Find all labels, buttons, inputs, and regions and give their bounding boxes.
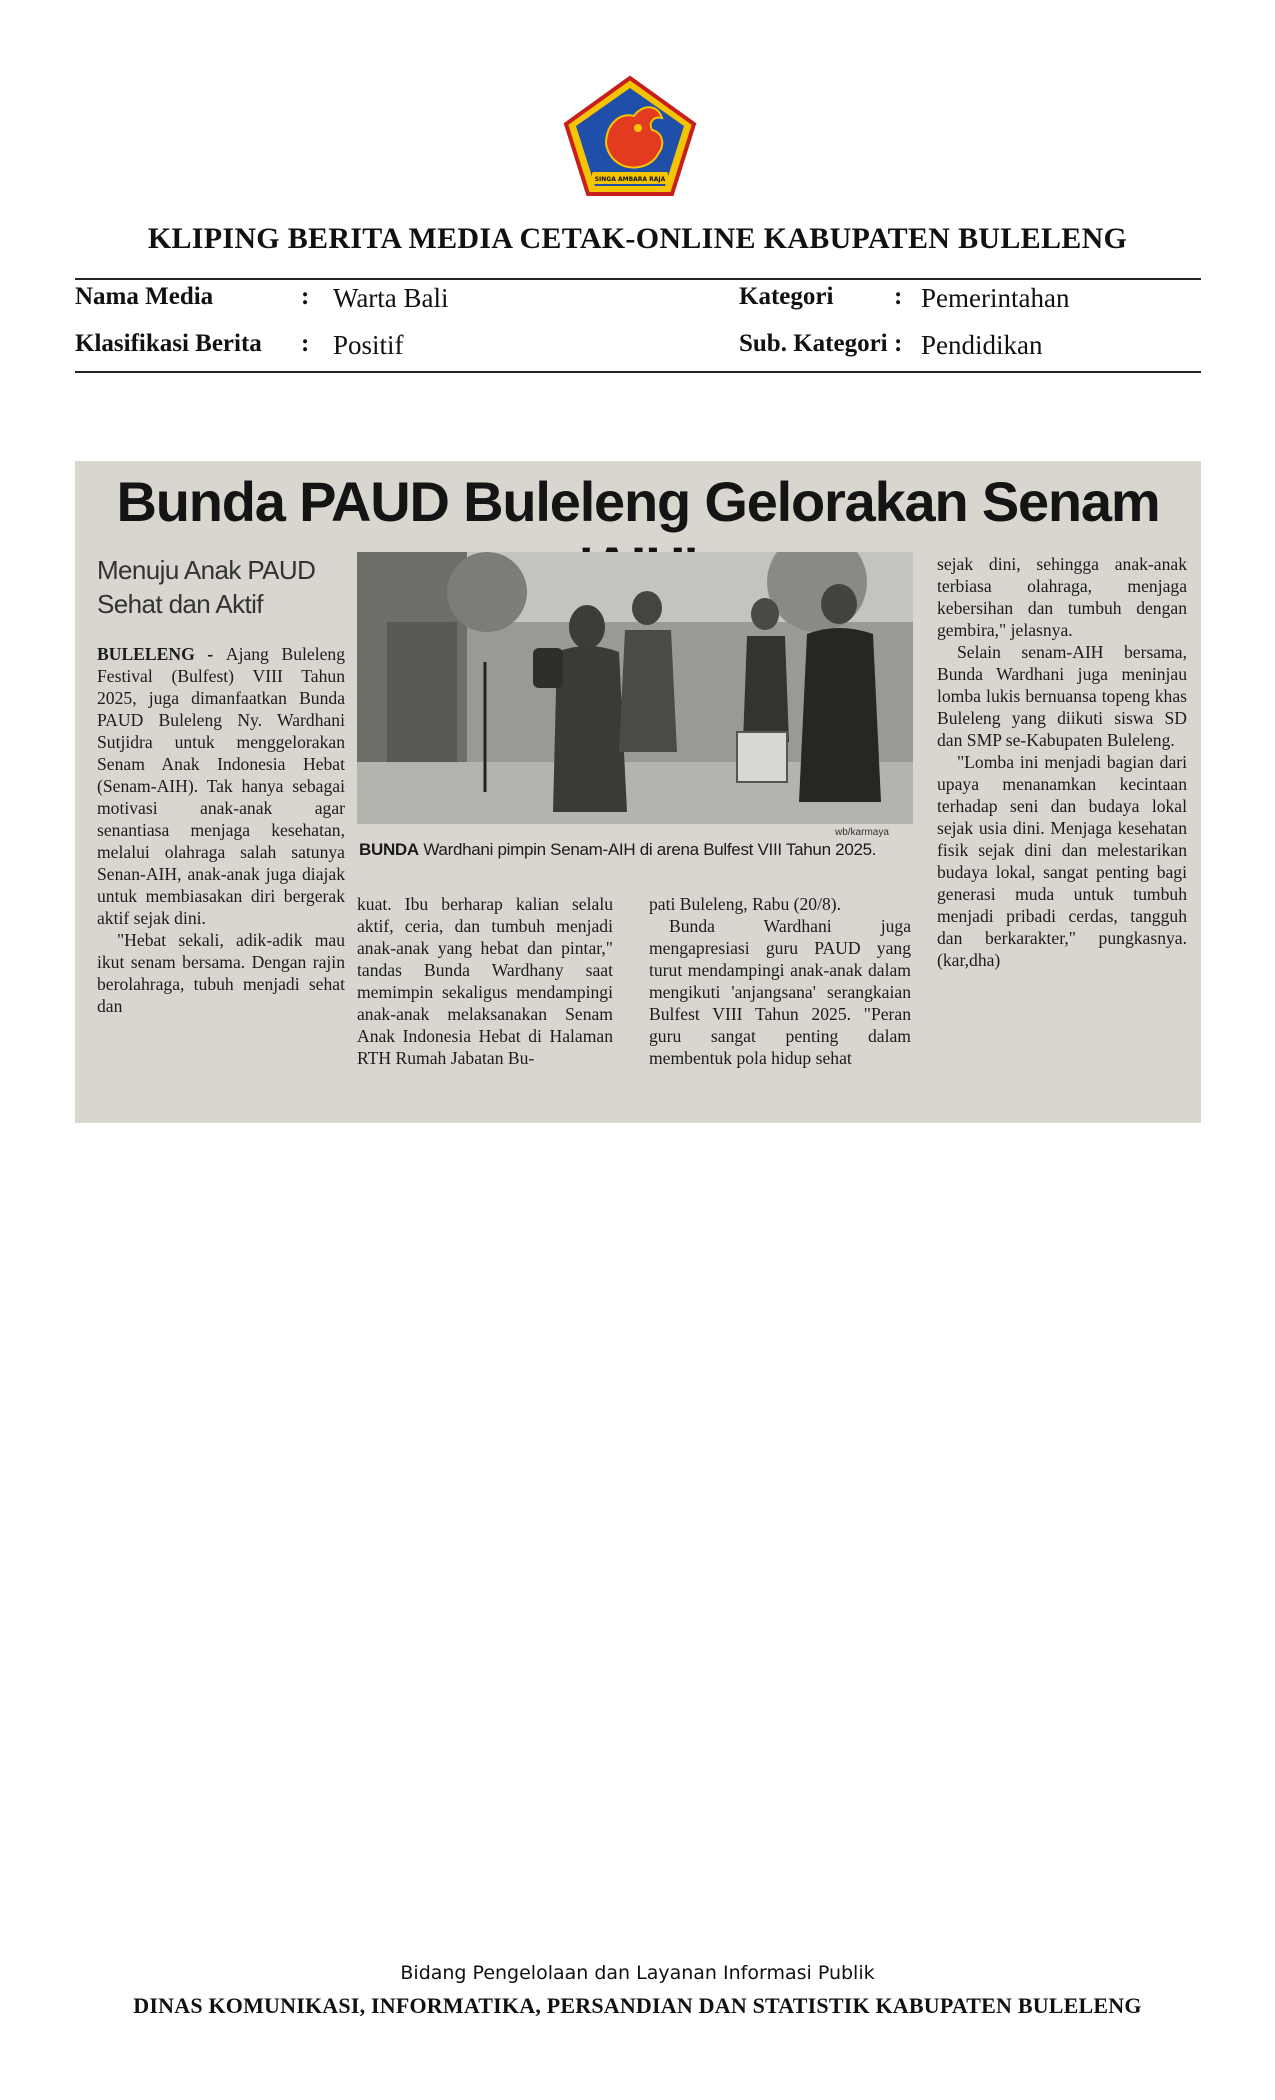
article-paragraph: kuat. Ibu berharap kalian selalu aktif, ceria, dan tumbuh menjadi anak-anak yang hebat dan pintar," tandas Bunda Wardhany saat memimpin sekaligus mendampingi anak-anak melaksanakan Senam Anak Indonesia Hebat di Halaman RTH Rumah Jabatan Bu-	[357, 894, 613, 1068]
photo-credit: wb/karmaya	[835, 827, 889, 838]
article-column-1	[97, 643, 345, 1017]
media-colon: :	[301, 283, 310, 310]
article-column-4	[937, 553, 1187, 971]
kabupaten-buleleng-emblem	[562, 74, 698, 198]
article-paragraph: pati Buleleng, Rabu (20/8).	[649, 894, 842, 914]
article-paragraph: "Lomba ini menjadi bagian dari upaya menanamkan kecintaan terhadap seni dan budaya lokal sejak usia dini. Menjaga kesehatan fisik sejak dini dan melestarikan budaya lokal, sangat penting bagi generasi muda untuk tumbuh menjadi pribadi cerdas, tangguh dan berkarakter," pungkasnya. (kar,dha)	[937, 752, 1187, 970]
article-paragraph: "Hebat sekali, adik-adik mau ikut senam bersama. Dengan rajin berolahraga, tubuh menjadi sehat dan	[97, 930, 345, 1016]
kategori-value: Pemerintahan	[921, 283, 1070, 313]
bottom-divider	[75, 371, 1201, 373]
footer-agency: DINAS KOMUNIKASI, INFORMATIKA, PERSANDIAN DAN STATISTIK KABUPATEN BULELENG	[133, 1993, 1142, 2018]
subkategori-value: Pendidikan	[921, 330, 1043, 360]
kategori-label: Kategori	[739, 283, 834, 310]
media-label: Nama Media	[75, 283, 214, 310]
subhead-line-1: Menuju Anak PAUD	[97, 555, 316, 585]
klasifikasi-colon: :	[301, 330, 310, 357]
emblem-motto: SINGA AMBARA RAJA	[594, 176, 666, 183]
newspaper-clipping	[75, 461, 1201, 1123]
subhead-line-2: Sehat dan Aktif	[97, 589, 263, 619]
article-subhead	[97, 553, 315, 621]
article-column-3	[649, 893, 911, 1069]
klasifikasi-label: Klasifikasi Berita	[75, 330, 262, 357]
article-paragraph: Bunda Wardhani juga mengapresiasi guru PAUD yang turut mendampingi anak-anak dalam mengikuti 'anjangsana' serangkaian Bulfest VIII Tahun 2025. "Peran guru sangat penting dalam membentuk pola hidup sehat	[649, 916, 911, 1068]
kategori-colon: :	[894, 283, 903, 310]
media-value: Warta Bali	[333, 283, 449, 313]
footer-department: Bidang Pengelolaan dan Layanan Informasi Publik	[400, 1962, 875, 1984]
dateline: BULELENG -	[97, 644, 226, 664]
article-photo	[357, 552, 913, 824]
subkategori-label: Sub. Kategori	[739, 330, 888, 357]
article-column-2	[357, 893, 613, 1069]
klasifikasi-value: Positif	[333, 330, 404, 360]
subkategori-colon: :	[894, 330, 903, 357]
article-paragraph: Selain senam-AIH bersama, Bunda Wardhani juga meninjau lomba lukis bernuansa topeng khas Buleleng yang diikuti siswa SD dan SMP se-Kabupaten Buleleng.	[937, 642, 1187, 750]
article-headline: Bunda PAUD Buleleng Gelorakan Senam	[116, 470, 1160, 533]
top-divider	[75, 278, 1201, 280]
photo-caption: BUNDA Wardhani pimpin Senam-AIH di arena Bulfest VIII Tahun 2025.	[359, 840, 877, 859]
page-title: KLIPING BERITA MEDIA CETAK-ONLINE KABUPATEN BULELENG	[147, 222, 1128, 255]
article-paragraph: sejak dini, sehingga anak-anak terbiasa olahraga, menjaga kebersihan dan tumbuh dengan gembira," jelasnya.	[937, 554, 1187, 640]
article-paragraph: BULELENG - Ajang Buleleng Festival (Bulfest) VIII Tahun 2025, juga dimanfaatkan Bunda PAUD Buleleng Ny. Wardhani Sutjidra untuk menggelorakan Senam Anak Indonesia Hebat (Senam-AIH). Tak hanya sebagai motivasi anak-anak agar senantiasa menjaga kesehatan, melalui olahraga salah satunya Senan-AIH, anak-anak juga diajak untuk membiasakan diri bergerak aktif sejak dini.	[97, 644, 345, 928]
